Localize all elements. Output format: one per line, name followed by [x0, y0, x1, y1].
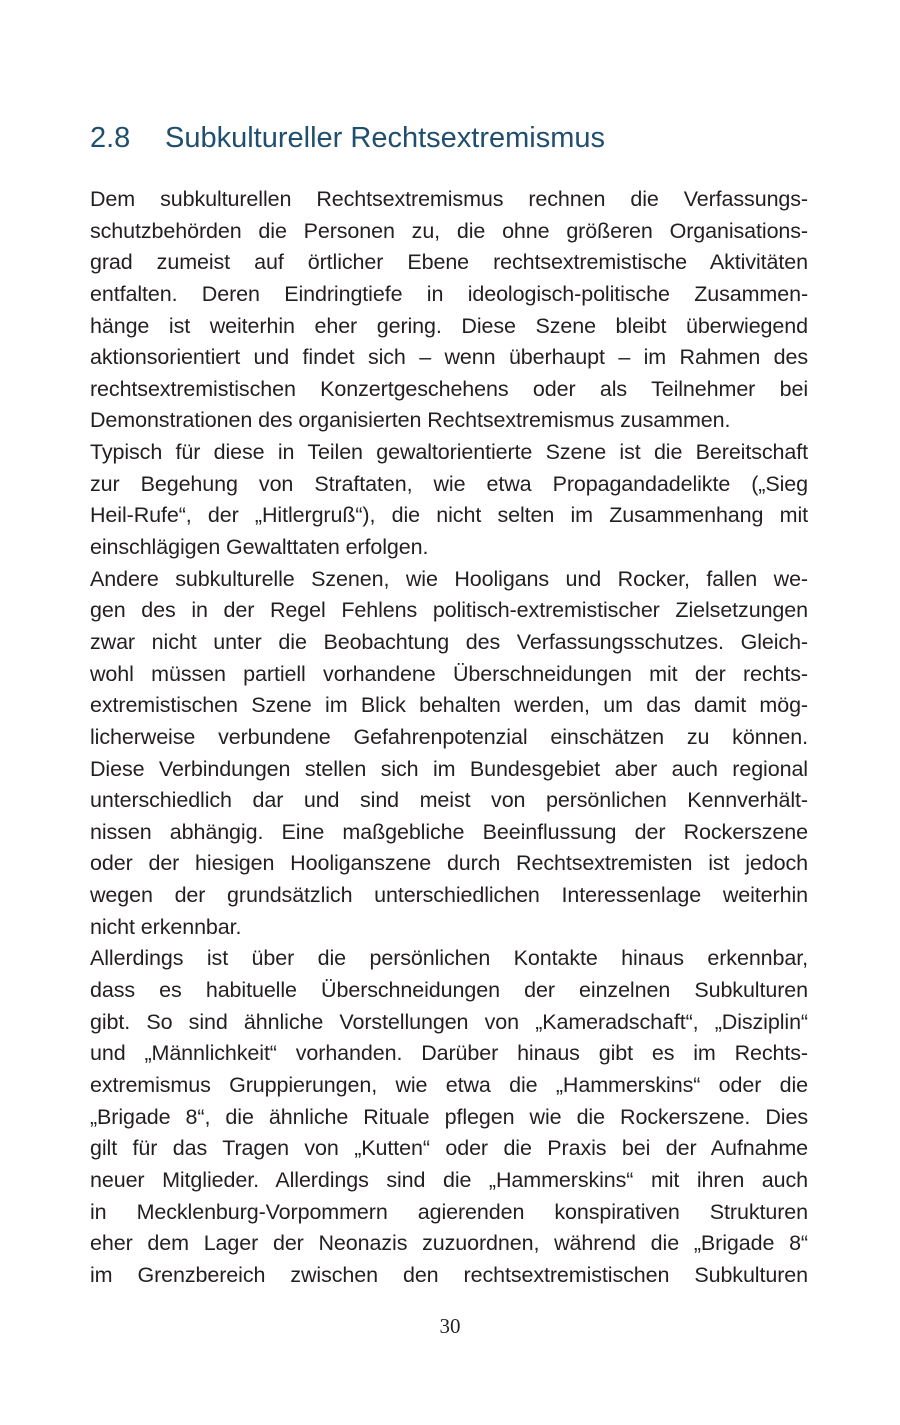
text-line: im Grenzbereich zwischen den rechtsextremistischen Subkulturen — [90, 1262, 808, 1287]
text-line: nissen abhängig. Eine maßgebliche Beeinflussung der Rockerszene — [90, 819, 808, 844]
text-line: nicht erkennbar. — [90, 914, 242, 939]
text-line: gen des in der Regel Fehlens politisch-extremistischer Zielsetzungen — [90, 598, 808, 623]
text-line: gibt. So sind ähnliche Vorstellungen von „Kameradschaft“, „Disziplin“ — [90, 1009, 808, 1034]
text-line: grad zumeist auf örtlicher Ebene rechtsextremistische Aktivitäten — [90, 250, 808, 275]
text-line: Heil-Rufe“, der „Hitlergruß“), die nicht selten im Zusammenhang mit — [90, 503, 808, 528]
text-line: und „Männlichkeit“ vorhanden. Darüber hinaus gibt es im Rechts- — [90, 1041, 808, 1066]
text-line: einschlägigen Gewalttaten erfolgen. — [90, 535, 429, 560]
text-line: Typisch für diese in Teilen gewaltorientierte Szene ist die Bereitschaft — [90, 440, 808, 465]
paragraph — [90, 437, 808, 564]
text-line: Diese Verbindungen stellen sich im Bundesgebiet aber auch regional — [90, 756, 808, 781]
text-line: Andere subkulturelle Szenen, wie Hooligans und Rocker, fallen we- — [90, 566, 808, 591]
section-heading — [90, 122, 605, 155]
text-line: zwar nicht unter die Beobachtung des Verfassungsschutzes. Gleich- — [90, 629, 808, 654]
body-text — [90, 184, 808, 1291]
text-line: licherweise verbundene Gefahrenpotenzial einschätzen zu können. — [90, 724, 808, 749]
text-line: extremistischen Szene im Blick behalten werden, um das damit mög- — [90, 693, 808, 718]
text-line: dass es habituelle Überschneidungen der einzelnen Subkulturen — [90, 978, 808, 1003]
text-line: extremismus Gruppierungen, wie etwa die „Hammerskins“ oder die — [90, 1072, 808, 1097]
text-line: hänge ist weiterhin eher gering. Diese Szene bleibt überwiegend — [90, 313, 808, 338]
section-number: 2.8 — [90, 122, 131, 154]
text-line: Demonstrationen des organisierten Rechtsextremismus zusammen. — [90, 408, 731, 433]
text-line: in Mecklenburg-Vorpommern agierenden konspirativen Strukturen — [90, 1199, 808, 1224]
text-line: „Brigade 8“, die ähnliche Rituale pflegen wie die Rockerszene. Dies — [90, 1104, 808, 1129]
text-line: Allerdings ist über die persönlichen Kontakte hinaus erkennbar, — [90, 946, 808, 971]
text-line: unterschiedlich dar und sind meist von persönlichen Kennverhält- — [90, 788, 808, 813]
text-line: wohl müssen partiell vorhandene Überschneidungen mit der rechts- — [90, 661, 808, 686]
section-title: Subkultureller Rechtsextremismus — [165, 122, 605, 154]
text-line: entfalten. Deren Eindringtiefe in ideologisch-politische Zusammen- — [90, 281, 808, 306]
text-line: schutzbehörden die Personen zu, die ohne größeren Organisations- — [90, 218, 808, 243]
page-number: 30 — [439, 1314, 461, 1338]
text-line: aktionsorientiert und findet sich – wenn überhaupt – im Rahmen des — [90, 345, 808, 370]
text-line: Dem subkulturellen Rechtsextremismus rechnen die Verfassungs- — [90, 187, 808, 211]
text-line: wegen der grundsätzlich unterschiedlichen Interessenlage weiterhin — [90, 883, 808, 908]
text-line: rechtsextremistischen Konzertgeschehens oder als Teilnehmer bei — [90, 376, 808, 401]
text-line: neuer Mitglieder. Allerdings sind die „Hammerskins“ mit ihren auch — [90, 1167, 808, 1192]
paragraph — [90, 564, 808, 944]
text-line: zur Begehung von Straftaten, wie etwa Propagandadelikte („Sieg — [90, 471, 808, 496]
text-line: oder der hiesigen Hooliganszene durch Rechtsextremisten ist jedoch — [90, 851, 808, 876]
text-line: gilt für das Tragen von „Kutten“ oder die Praxis bei der Aufnahme — [90, 1136, 808, 1161]
paragraph — [90, 943, 808, 1291]
text-line: eher dem Lager der Neonazis zuzuordnen, während die „Brigade 8“ — [90, 1231, 808, 1256]
paragraph — [90, 184, 808, 437]
